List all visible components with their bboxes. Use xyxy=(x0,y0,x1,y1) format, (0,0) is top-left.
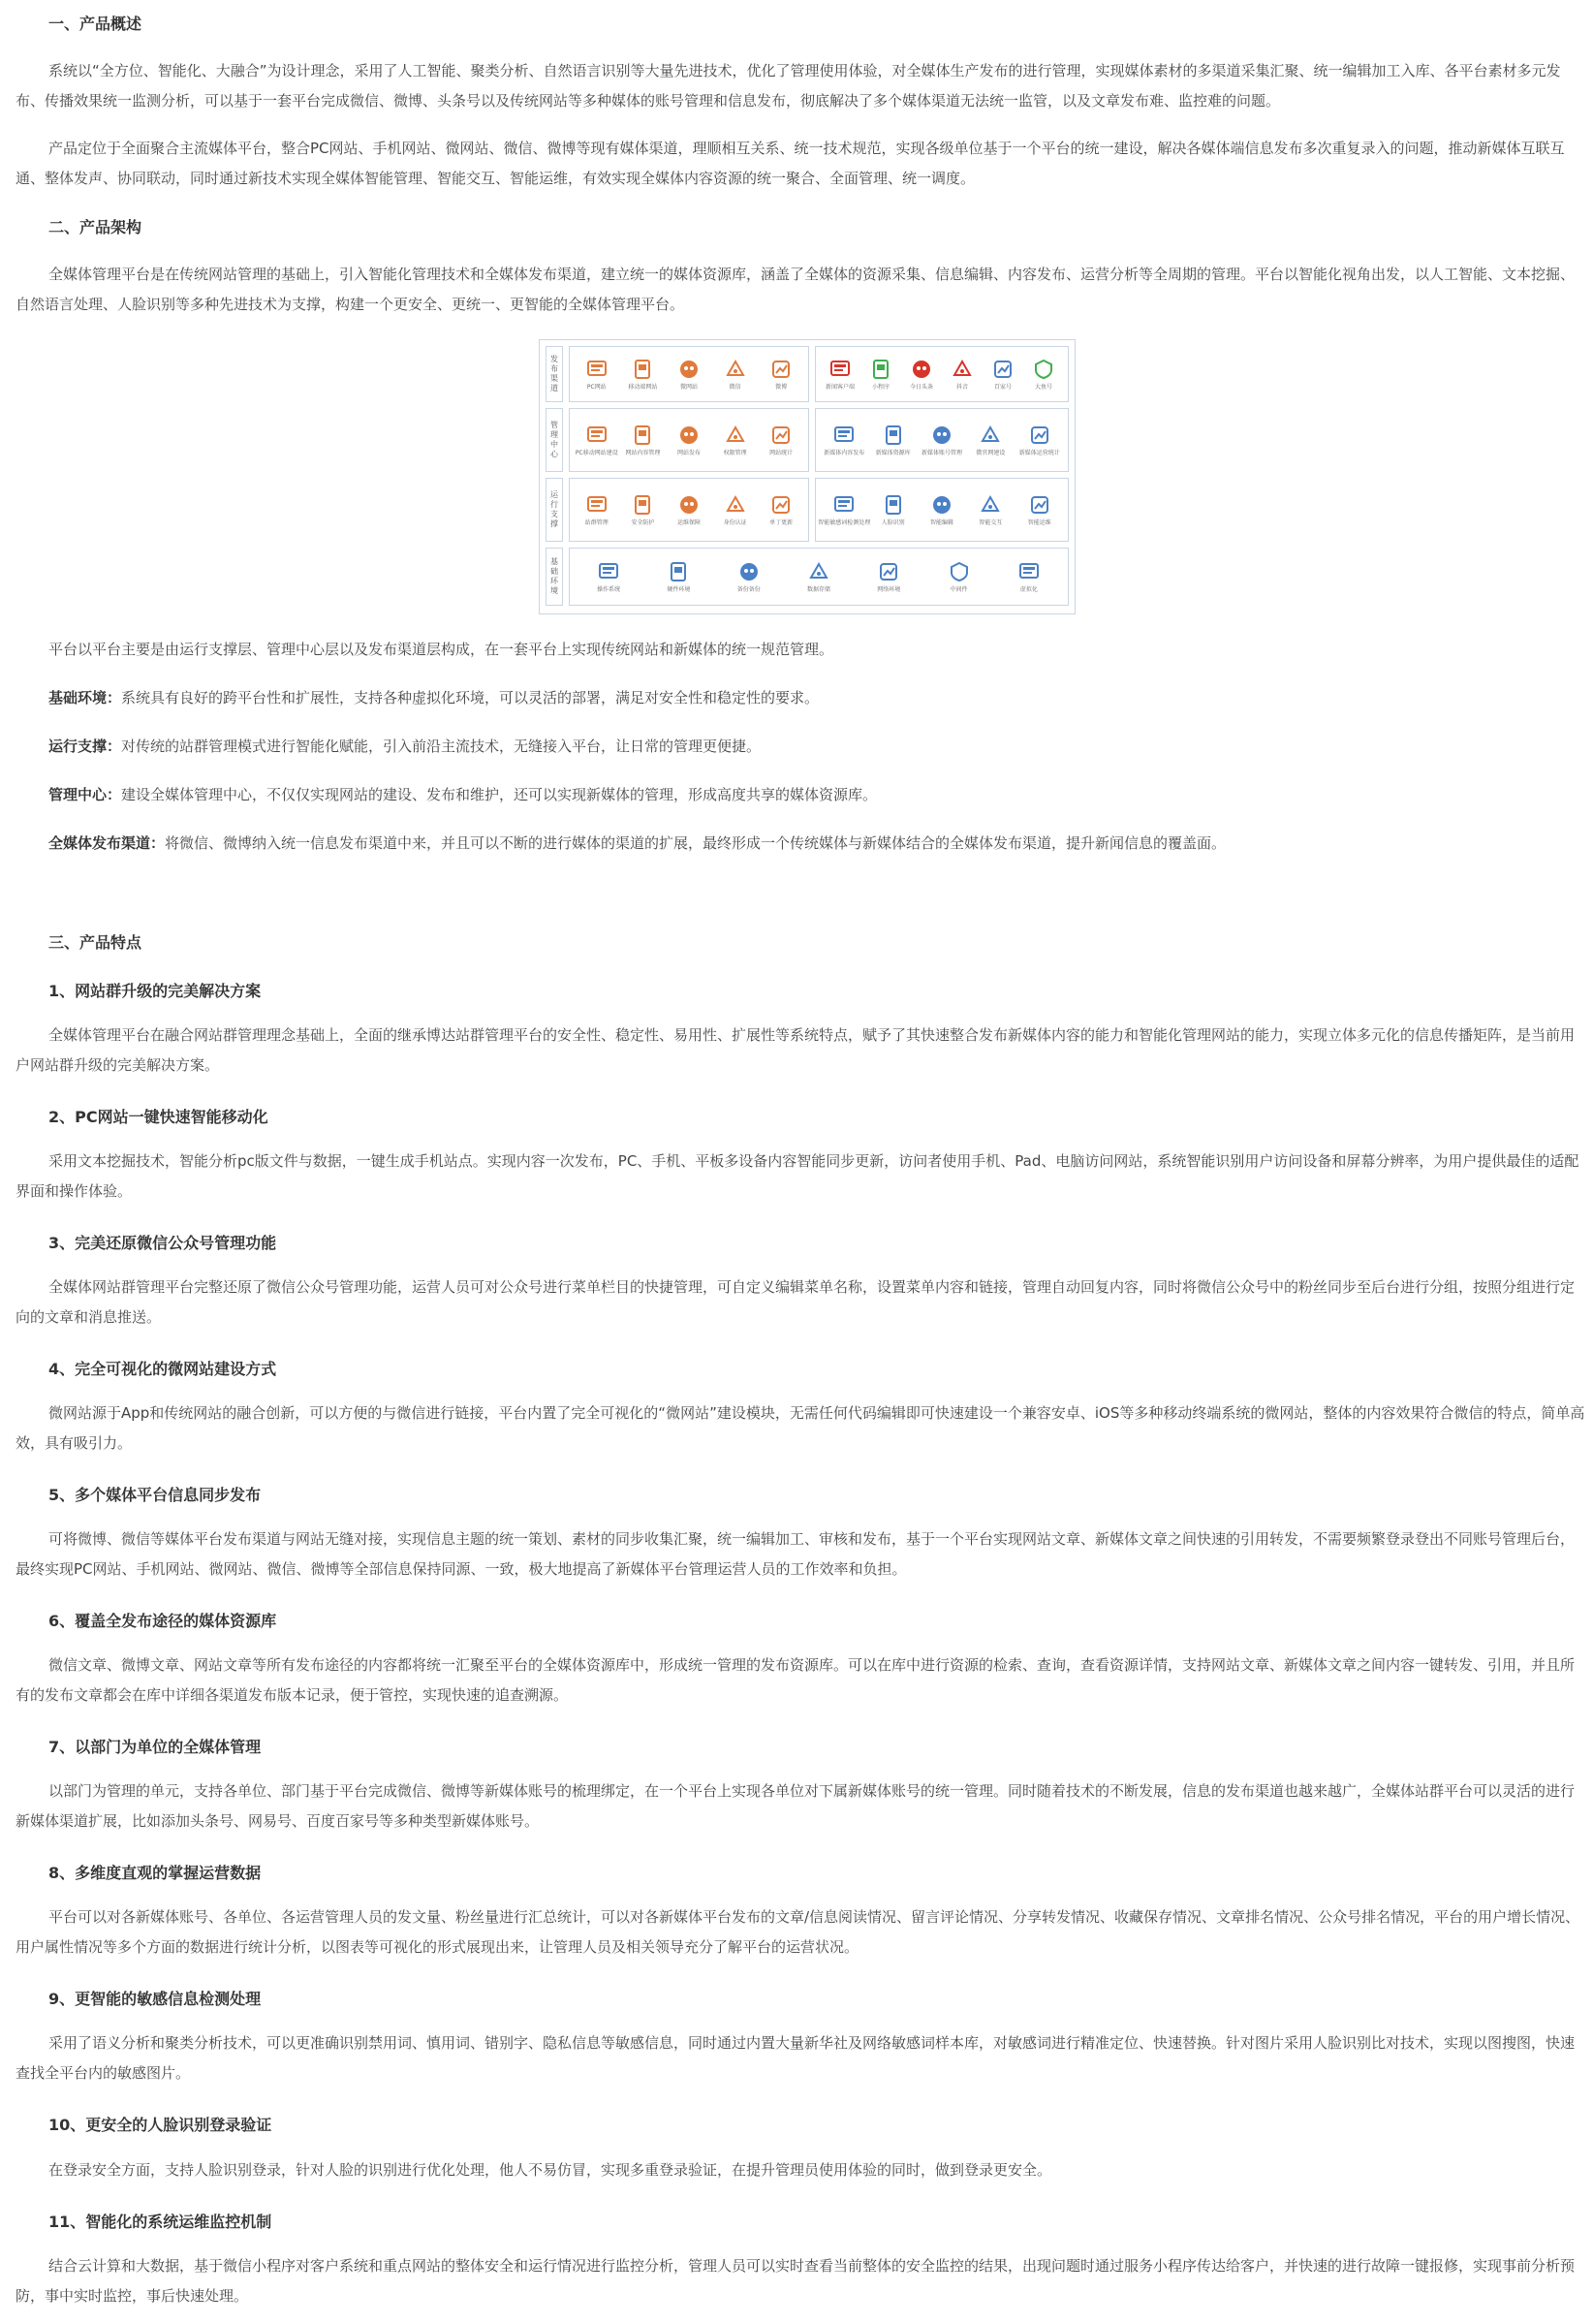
architecture-paragraph-2: 平台以平台主要是由运行支撑层、管理中心层以及发布渠道层构成，在一套平台上实现传统网站和新媒体的统一规范管理。 xyxy=(48,641,834,658)
feature-title-9: 9、更智能的敏感信息检测处理 xyxy=(48,1990,262,2008)
diagram-item xyxy=(670,493,708,526)
diagram-item-icon xyxy=(1028,424,1051,447)
feature-title-5: 5、多个媒体平台信息同步发布 xyxy=(48,1486,262,1504)
diagram-item xyxy=(716,424,755,456)
feature-title-3: 3、完美还原微信公众号管理功能 xyxy=(48,1234,277,1252)
diagram-item-label: 中间件 xyxy=(950,586,968,593)
diagram-item xyxy=(1010,560,1048,593)
layer-description: 将微信、微博纳入统一信息发布渠道中来，并且可以不断的进行媒体的渠道的扩展，最终形成一个传统媒体与新媒体结合的全媒体发布渠道，提升新闻信息的覆盖面。 xyxy=(165,834,1227,852)
diagram-item-label: 虚拟化 xyxy=(1019,586,1038,593)
diagram-item-icon xyxy=(979,424,1002,447)
diagram-item-label: 微信 xyxy=(729,384,741,391)
diagram-item-label: 新闻客户端 xyxy=(825,384,855,391)
diagram-item-label: 网站统计 xyxy=(769,450,794,456)
diagram-item-label: PC移动网站建设 xyxy=(575,450,618,456)
diagram-item-icon xyxy=(737,560,761,583)
diagram-item-label: 今日头条 xyxy=(909,384,933,391)
diagram-item-label: 人脸识别 xyxy=(881,519,905,526)
diagram-item-label: 新媒体内容发布 xyxy=(824,450,865,456)
diagram-item-icon xyxy=(769,493,793,517)
diagram-item-icon xyxy=(991,358,1015,381)
layer-description: 对传统的站群管理模式进行智能化赋能，引入前沿主流技术，无缝接入平台，让日常的管理更便捷。 xyxy=(121,738,762,755)
diagram-row-label xyxy=(546,408,563,472)
diagram-item xyxy=(984,358,1022,391)
diagram-row-label xyxy=(546,346,563,402)
diagram-row-management xyxy=(546,408,1069,472)
feature-paragraph-11: 结合云计算和大数据，基于微信小程序对客户系统和重点网站的整体安全和运行情况进行监控分析，管理人员可以实时查看当前整体的安全监控的结果，出现问题时通过服务小程序传达给客户，并快速的进行故障一键报修，实现事前分析预防，事中实时监控，事后快速处理。 xyxy=(16,2257,1576,2305)
diagram-item xyxy=(716,493,755,526)
diagram-item-icon xyxy=(832,424,856,447)
diagram-group-infrastructure xyxy=(569,548,1069,606)
layer-publish xyxy=(48,829,1579,859)
layer-infrastructure xyxy=(48,683,1579,713)
feature-paragraph-7: 以部门为管理的单元，支持各单位、部门基于平台完成微信、微博等新媒体账号的梳理绑定，在一个平台上实现各单位对下属新媒体账号的统一管理。同时随着技术的不断发展，信息的发布渠道也越来越广，全媒体站群平台可以灵活的进行新媒体渠道扩展，比如添加头条号、网易号、百度百家号等多种类型新媒体账号。 xyxy=(16,1782,1576,1830)
diagram-item-icon xyxy=(807,560,830,583)
diagram-item xyxy=(861,358,900,391)
diagram-item xyxy=(869,560,908,593)
diagram-item xyxy=(799,560,838,593)
diagram-group-traditional xyxy=(569,346,809,402)
diagram-item xyxy=(818,493,871,526)
diagram-item-icon xyxy=(769,358,793,381)
architecture-diagram xyxy=(539,339,1076,614)
diagram-item-label: 新媒体运营统计 xyxy=(1018,450,1060,456)
layer-support xyxy=(48,732,1579,762)
diagram-item-icon xyxy=(869,358,892,381)
diagram-item-icon xyxy=(585,424,609,447)
diagram-item-icon xyxy=(882,424,905,447)
diagram-item xyxy=(670,424,708,456)
diagram-item xyxy=(821,358,859,391)
diagram-item-label: 移动端网站 xyxy=(628,384,658,391)
diagram-item-icon xyxy=(585,493,609,517)
diagram-item-icon xyxy=(832,493,856,517)
diagram-item xyxy=(971,424,1010,456)
diagram-item-label: 身份认证 xyxy=(723,519,747,526)
diagram-row-publish xyxy=(546,346,1069,402)
diagram-row-support xyxy=(546,478,1069,542)
diagram-item-label: PC网站 xyxy=(586,384,607,391)
diagram-item-icon xyxy=(930,493,953,517)
diagram-item xyxy=(623,493,662,526)
diagram-row-label xyxy=(546,548,563,606)
feature-title-6: 6、覆盖全发布途径的媒体资源库 xyxy=(48,1612,277,1630)
overview-paragraph-1: 系统以“全方位、智能化、大融合”为设计理念，采用了人工智能、聚类分析、自然语言识别等大量先进技术，优化了管理使用体验，对全媒体生产发布的进行管理，实现媒体素材的多渠道采集汇聚、统一编辑加工入库、各平台素材多元发布、传播效果统一监测分析，可以基于一套平台完成微信、微博、头条号以及传统网站等多种媒体的账号管理和信息发布，彻底解决了多个媒体渠道无法统一监管，以及文章发布难、监控难的问题。 xyxy=(16,62,1561,110)
layer-name: 全媒体发布渠道： xyxy=(48,834,166,852)
diagram-item-label: 新媒体账号管理 xyxy=(921,450,962,456)
diagram-item-icon xyxy=(877,560,900,583)
diagram-item xyxy=(922,424,961,456)
feature-title-4: 4、完全可视化的微网站建设方式 xyxy=(48,1360,277,1378)
diagram-item-icon xyxy=(828,358,852,381)
diagram-item xyxy=(943,358,982,391)
layer-name: 基础环境： xyxy=(48,689,122,707)
diagram-item-label: 抖音 xyxy=(955,384,968,391)
diagram-item-icon xyxy=(631,358,654,381)
diagram-item-icon xyxy=(677,424,701,447)
diagram-item-icon xyxy=(724,358,747,381)
overview-paragraph-2: 产品定位于全面聚合主流媒体平台，整合PC网站、手机网站、微网站、微信、微博等现有媒体渠道，理顺相互关系、统一技术规范，实现各级单位基于一个平台的统一建设，解决各媒体端信息发布多次重复录入的问题，推动新媒体互联互通、整体发声、协同联动，同时通过新技术实现全媒体智能管理、智能交互、智能运维，有效实现全媒体内容资源的统一聚合、全面管理、统一调度。 xyxy=(16,140,1565,187)
feature-paragraph-2: 采用文本挖掘技术，智能分析pc版文件与数据，一键生成手机站点。实现内容一次发布，PC、手机、平板多设备内容智能同步更新，访问者使用手机、Pad、电脑访问网站，系统智能识别用户访问设备和屏幕分辨率，为用户提供最佳的适配界面和操作体验。 xyxy=(16,1152,1579,1200)
diagram-item xyxy=(1020,493,1059,526)
diagram-item-icon xyxy=(1028,493,1051,517)
diagram-row-infrastructure xyxy=(546,548,1069,606)
feature-paragraph-5: 可将微博、微信等媒体平台发布渠道与网站无缝对接，实现信息主题的统一策划、素材的同步收集汇聚，统一编辑加工、审核和发布，基于一个平台实现网站文章、新媒体文章之间快速的引用转发，不需要频繁登录登出不同账号管理后台，最终实现PC网站、手机网站、微网站、微信、微博等全部信息保持同源、一致，极大地提高了新媒体平台管理运营人员的工作效率和负担。 xyxy=(16,1530,1576,1578)
diagram-item-icon xyxy=(948,560,971,583)
section-title-overview: 一、产品概述 xyxy=(48,15,142,33)
feature-title-10: 10、更安全的人脸识别登录验证 xyxy=(48,2116,272,2134)
diagram-group-new-media xyxy=(815,408,1069,472)
layer-name: 运行支撑： xyxy=(48,738,122,755)
feature-title-7: 7、以部门为单位的全媒体管理 xyxy=(48,1738,262,1756)
diagram-item xyxy=(623,424,662,456)
diagram-item-label: 网站发布 xyxy=(676,450,701,456)
diagram-item-label: 智能敏感词检测处理 xyxy=(818,519,871,526)
diagram-item xyxy=(578,358,616,391)
diagram-item-label: 微网站 xyxy=(679,384,698,391)
diagram-item-label: 智能编辑 xyxy=(929,519,953,526)
section-title-features: 三、产品特点 xyxy=(48,933,142,952)
row-label-text: 基 础 环 境 xyxy=(550,557,558,595)
diagram-item xyxy=(971,493,1010,526)
diagram-item-icon xyxy=(1017,560,1041,583)
diagram-item-label: 智能运维 xyxy=(1027,519,1051,526)
diagram-item-label: 微博 xyxy=(775,384,788,391)
diagram-group-traditional xyxy=(569,478,809,542)
diagram-item-label: 权限管理 xyxy=(723,450,747,456)
layer-description: 建设全媒体管理中心，不仅仅实现网站的建设、发布和维护，还可以实现新媒体的管理，形成高度共享的媒体资源库。 xyxy=(121,786,878,803)
diagram-item-icon xyxy=(910,358,933,381)
layer-name: 管理中心： xyxy=(48,786,122,803)
diagram-item-label: 小程序 xyxy=(871,384,890,391)
feature-paragraph-8: 平台可以对各新媒体账号、各单位、各运营管理人员的发文量、粉丝量进行汇总统计，可以对各新媒体平台发布的文章/信息阅读情况、留言评论情况、分享转发情况、收藏保存情况、文章排名情况、公众号排名情况，平台的用户增长情况、用户属性情况等多个方面的数据进行统计分析，以图表等可视化的形式展现出来，让管理人员及相关领导充分了解平台的运营状况。 xyxy=(16,1908,1580,1956)
diagram-item-icon xyxy=(769,424,793,447)
diagram-item-label: 大鱼号 xyxy=(1034,384,1052,391)
feature-title-1: 1、网站群升级的完美解决方案 xyxy=(48,982,262,1000)
diagram-item-icon xyxy=(930,424,953,447)
diagram-item-label: 硬件环境 xyxy=(667,586,691,593)
architecture-paragraph-1: 全媒体管理平台是在传统网站管理的基础上，引入智能化管理技术和全媒体发布渠道，建立统一的媒体资源库，涵盖了全媒体的资源采集、信息编辑、内容发布、运营分析等全周期的管理。平台以智能化视角出发，以人工智能、文本挖掘、自然语言处理、人脸识别等多种先进技术为支撑，构建一个更安全、更统一、更智能的全媒体管理平台。 xyxy=(16,266,1576,313)
diagram-item-label: 网站内容管理 xyxy=(625,450,661,456)
diagram-item xyxy=(1024,358,1063,391)
diagram-item-label: 网络环境 xyxy=(877,586,901,593)
diagram-item-icon xyxy=(951,358,974,381)
diagram-item-icon xyxy=(724,493,747,517)
row-label-text: 运 行 支 撑 xyxy=(550,490,558,528)
feature-paragraph-6: 微信文章、微博文章、网站文章等所有发布途径的内容都将统一汇聚至平台的全媒体资源库中，形成统一管理的发布资源库。可以在库中进行资源的检索、查询，查看资源详情，支持网站文章、新媒体文章之间内容一键转发、引用，并且所有的发布文章都会在库中详细各渠道发布版本记录，便于管控，实现快速的追查溯源。 xyxy=(16,1656,1576,1704)
diagram-item xyxy=(922,493,961,526)
row-label-text: 管 理 中 心 xyxy=(550,421,558,458)
diagram-item-label: 微官网建设 xyxy=(976,450,1006,456)
diagram-item-icon xyxy=(1032,358,1055,381)
feature-paragraph-3: 全媒体网站群管理平台完整还原了微信公众号管理功能，运营人员可对公众号进行菜单栏目的快捷管理，可自定义编辑菜单名称，设置菜单内容和链接，管理自动回复内容，同时将微信公众号中的粉丝同步至后台进行分组，按照分组进行定向的文章和消息推送。 xyxy=(16,1278,1576,1326)
diagram-item xyxy=(762,358,800,391)
diagram-item xyxy=(874,424,913,456)
diagram-row-label xyxy=(546,478,563,542)
diagram-item-label: 备份备份 xyxy=(736,586,761,593)
feature-paragraph-10: 在登录安全方面，支持人脸识别登录，针对人脸的识别进行优化处理，他人不易仿冒，实现多重登录验证，在提升管理员使用体验的同时，做到登录更安全。 xyxy=(48,2161,1052,2179)
diagram-item-icon xyxy=(677,358,701,381)
diagram-item xyxy=(659,560,698,593)
feature-title-8: 8、多维度直观的掌握运营数据 xyxy=(48,1864,262,1882)
section-title-architecture: 二、产品架构 xyxy=(48,218,142,236)
diagram-item xyxy=(730,560,768,593)
feature-paragraph-1: 全媒体管理平台在融合网站群管理理念基础上，全面的继承博达站群管理平台的安全性、稳定性、易用性、扩展性等系统特点，赋予了其快速整合发布新媒体内容的能力和智能化管理网站的能力，实现立体多元化的信息传播矩阵，是当前用户网站群升级的完美解决方案。 xyxy=(16,1026,1576,1074)
diagram-item xyxy=(902,358,941,391)
diagram-item xyxy=(940,560,979,593)
diagram-item xyxy=(589,560,628,593)
diagram-item-label: 站群管理 xyxy=(584,519,609,526)
diagram-item xyxy=(762,493,800,526)
diagram-item-icon xyxy=(631,493,654,517)
diagram-item-icon xyxy=(882,493,905,517)
diagram-item-icon xyxy=(597,560,620,583)
row-label-text: 发 布 渠 道 xyxy=(550,355,558,393)
feature-paragraph-9: 采用了语义分析和聚类分析技术，可以更准确识别禁用词、慎用词、错别字、隐私信息等敏感信息，同时通过内置大量新华社及网络敏感词样本库，对敏感词进行精准定位、快速替换。针对图片采用人脸识别比对技术，实现以图搜图，快速查找全平台内的敏感图片。 xyxy=(16,2034,1576,2082)
diagram-item-label: 运维保障 xyxy=(676,519,701,526)
diagram-item-icon xyxy=(979,493,1002,517)
feature-title-2: 2、PC网站一键快速智能移动化 xyxy=(48,1108,268,1126)
diagram-item-icon xyxy=(585,358,609,381)
layer-description: 系统具有良好的跨平台性和扩展性，支持各种虚拟化环境，可以灵活的部署，满足对安全性和稳定性的要求。 xyxy=(121,689,820,707)
diagram-item xyxy=(874,493,913,526)
diagram-item xyxy=(578,493,616,526)
diagram-item-label: 新媒体资源库 xyxy=(875,450,911,456)
feature-paragraph-4: 微网站源于App和传统网站的融合创新，可以方便的与微信进行链接，平台内置了完全可视化的“微网站”建设模块，无需任何代码编辑即可快速建设一个兼容安卓、iOS等多种移动终端系统的微网站，整体的内容效果符合微信的特点，简单高效，具有吸引力。 xyxy=(16,1404,1585,1452)
diagram-item-label: 操作系统 xyxy=(597,586,621,593)
diagram-item-label: 百家号 xyxy=(993,384,1012,391)
diagram-group-intelligent xyxy=(815,478,1069,542)
diagram-item-icon xyxy=(677,493,701,517)
diagram-item xyxy=(575,424,618,456)
diagram-item xyxy=(762,424,800,456)
diagram-item xyxy=(623,358,662,391)
diagram-item xyxy=(1020,424,1059,456)
diagram-item xyxy=(670,358,708,391)
diagram-item-label: 智能交互 xyxy=(979,519,1003,526)
diagram-item xyxy=(716,358,755,391)
layer-management xyxy=(48,780,1579,810)
diagram-item-label: 安全防护 xyxy=(631,519,655,526)
diagram-group-traditional xyxy=(569,408,809,472)
diagram-group-new-media xyxy=(815,346,1069,402)
diagram-item xyxy=(825,424,863,456)
diagram-item-icon xyxy=(667,560,690,583)
diagram-item-icon xyxy=(631,424,654,447)
diagram-item-label: 数据存储 xyxy=(806,586,830,593)
diagram-item-icon xyxy=(724,424,747,447)
diagram-item-label: 单丁更新 xyxy=(769,519,794,526)
feature-title-11: 11、智能化的系统运维监控机制 xyxy=(48,2213,272,2231)
